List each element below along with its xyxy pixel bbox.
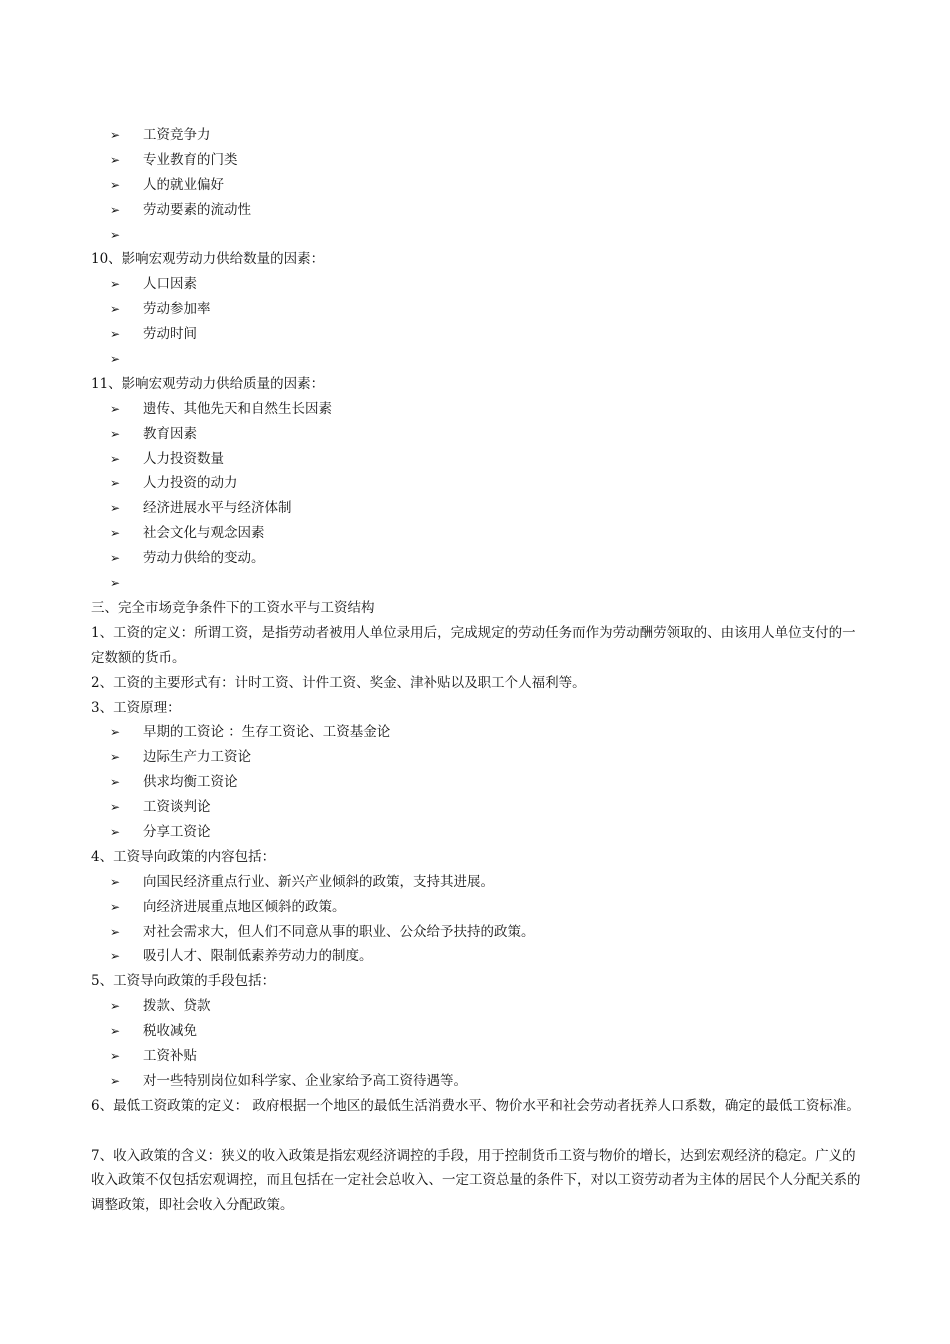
paragraph-text: 6、最低工资政策的定义： 政府根据一个地区的最低生活消费水平、物价水平和社会劳动者抚养人口系数，确定的最低工资标准。 <box>91 1097 860 1114</box>
arrow-bullet-icon: ➢ <box>110 551 121 566</box>
bullet-text: 拨款、贷款 <box>143 998 211 1015</box>
arrow-bullet-icon: ➢ <box>110 501 121 516</box>
arrow-bullet-icon: ➢ <box>110 576 121 591</box>
bullet-text: 劳动要素的流动性 <box>143 201 251 218</box>
bullet-list-item <box>0 297 950 322</box>
heading-text: 2、工资的主要形式有：计时工资、计件工资、奖金、津补贴以及职工个人福利等。 <box>91 674 586 691</box>
arrow-bullet-icon: ➢ <box>110 1048 121 1063</box>
section-heading <box>0 696 950 721</box>
arrow-bullet-icon: ➢ <box>110 775 121 790</box>
bullet-list-item <box>0 521 950 546</box>
bullet-list-item <box>0 895 950 920</box>
bullet-list-item <box>0 397 950 422</box>
arrow-bullet-icon: ➢ <box>110 128 121 142</box>
arrow-bullet-icon: ➢ <box>110 899 121 914</box>
bullet-text: 边际生产力工资论 <box>143 749 251 766</box>
bullet-list-item <box>0 920 950 945</box>
bullet-list-item <box>0 447 950 472</box>
bullet-list-item <box>0 944 950 969</box>
bullet-list-item <box>0 994 950 1019</box>
arrow-bullet-icon: ➢ <box>110 152 121 167</box>
arrow-bullet-icon: ➢ <box>110 202 121 217</box>
arrow-bullet-icon: ➢ <box>110 874 121 889</box>
bullet-text: 劳动力供给的变动。 <box>143 550 265 567</box>
bullet-list-item <box>0 496 950 521</box>
arrow-bullet-icon: ➢ <box>110 924 121 939</box>
bullet-text: 工资补贴 <box>143 1047 197 1064</box>
bullet-list-item <box>0 571 950 596</box>
section-heading <box>0 372 950 397</box>
bullet-text: 人口因素 <box>143 276 197 293</box>
bullet-list-item <box>0 745 950 770</box>
arrow-bullet-icon: ➢ <box>110 352 121 367</box>
bullet-list-item <box>0 272 950 297</box>
bullet-list-item <box>0 123 950 148</box>
bullet-list-item <box>0 1069 950 1094</box>
bullet-text: 劳动参加率 <box>143 301 211 318</box>
heading-text: 11、影响宏观劳动力供给质量的因素： <box>91 375 325 392</box>
section-heading <box>0 247 950 272</box>
bullet-list-item <box>0 820 950 845</box>
heading-text: 10、影响宏观劳动力供给数量的因素： <box>91 251 325 268</box>
section-heading <box>0 596 950 621</box>
bullet-list-item <box>0 198 950 223</box>
heading-text: 4、工资导向政策的内容包括： <box>91 848 276 865</box>
bullet-list-item <box>0 173 950 198</box>
arrow-bullet-icon: ➢ <box>110 426 121 441</box>
bullet-list-item <box>0 347 950 372</box>
heading-text: 5、工资导向政策的手段包括： <box>91 973 276 990</box>
document-page <box>0 123 950 1218</box>
bullet-text: 向经济进展重点地区倾斜的政策。 <box>143 898 346 915</box>
paragraph-text: 7、收入政策的含义：狭义的收入政策是指宏观经济调控的手段，用于控制货币工资与物价的增长，达到宏观经济的稳定。广义的收入政策不仅包括宏观调控，而且包括在一定社会总收入、一定工资总量的条件下，对以工资劳动者为主体的居民个人分配关系的调整政策，即社会收入分配政策。 <box>91 1147 861 1214</box>
arrow-bullet-icon: ➢ <box>110 401 121 416</box>
bullet-text: 人力投资的动力 <box>143 475 238 492</box>
bullet-text: 早期的工资论 ：生存工资论、工资基金论 <box>143 724 391 741</box>
bullet-text: 分享工资论 <box>143 823 211 840</box>
arrow-bullet-icon: ➢ <box>110 277 121 292</box>
arrow-bullet-icon: ➢ <box>110 476 121 491</box>
arrow-bullet-icon: ➢ <box>110 750 121 765</box>
arrow-bullet-icon: ➢ <box>110 177 121 192</box>
bullet-list-item <box>0 795 950 820</box>
bullet-list-item <box>0 322 950 347</box>
paragraph <box>0 621 950 671</box>
arrow-bullet-icon: ➢ <box>110 327 121 342</box>
arrow-bullet-icon: ➢ <box>110 227 121 242</box>
paragraph <box>0 1144 950 1219</box>
bullet-text: 工资谈判论 <box>143 799 211 816</box>
bullet-text: 遗传、其他先天和自然生长因素 <box>143 400 332 417</box>
bullet-text: 经济进展水平与经济体制 <box>143 500 292 517</box>
arrow-bullet-icon: ➢ <box>110 824 121 839</box>
bullet-list-item <box>0 720 950 745</box>
bullet-text: 税收减免 <box>143 1023 197 1040</box>
bullet-text: 专业教育的门类 <box>143 151 238 168</box>
arrow-bullet-icon: ➢ <box>110 800 121 815</box>
bullet-text: 对一些特别岗位如科学家、企业家给予高工资待遇等。 <box>143 1072 467 1089</box>
arrow-bullet-icon: ➢ <box>110 1073 121 1088</box>
bullet-text: 供求均衡工资论 <box>143 774 238 791</box>
bullet-list-item <box>0 1044 950 1069</box>
paragraph <box>0 1094 950 1144</box>
arrow-bullet-icon: ➢ <box>110 1024 121 1039</box>
bullet-text: 劳动时间 <box>143 326 197 343</box>
bullet-text: 人的就业偏好 <box>143 176 224 193</box>
section-heading <box>0 671 950 696</box>
arrow-bullet-icon: ➢ <box>110 725 121 740</box>
bullet-text: 对社会需求大，但人们不同意从事的职业、公众给予扶持的政策。 <box>143 923 535 940</box>
section-heading <box>0 845 950 870</box>
bullet-list-item <box>0 1019 950 1044</box>
arrow-bullet-icon: ➢ <box>110 999 121 1014</box>
section-heading <box>0 969 950 994</box>
bullet-list-item <box>0 870 950 895</box>
bullet-text: 教育因素 <box>143 425 197 442</box>
heading-text: 三、完全市场竞争条件下的工资水平与工资结构 <box>91 599 375 616</box>
bullet-text: 工资竞争力 <box>143 127 211 143</box>
bullet-list-item <box>0 223 950 248</box>
arrow-bullet-icon: ➢ <box>110 526 121 541</box>
bullet-text: 社会文化与观念因素 <box>143 525 265 542</box>
paragraph-text: 1、工资的定义：所谓工资，是指劳动者被用人单位录用后，完成规定的劳动任务而作为劳动酬劳领取的、由该用人单位支付的一定数额的货币。 <box>91 624 856 666</box>
bullet-text: 吸引人才、限制低素养劳动力的制度。 <box>143 948 373 965</box>
bullet-text: 人力投资数量 <box>143 450 224 467</box>
bullet-list-item <box>0 422 950 447</box>
bullet-list-item <box>0 471 950 496</box>
arrow-bullet-icon: ➢ <box>110 302 121 317</box>
bullet-list-item <box>0 148 950 173</box>
heading-text: 3、工资原理： <box>91 699 181 716</box>
bullet-list-item <box>0 546 950 571</box>
arrow-bullet-icon: ➢ <box>110 949 121 964</box>
bullet-text: 向国民经济重点行业、新兴产业倾斜的政策，支持其进展。 <box>143 873 494 890</box>
arrow-bullet-icon: ➢ <box>110 451 121 466</box>
bullet-list-item <box>0 770 950 795</box>
